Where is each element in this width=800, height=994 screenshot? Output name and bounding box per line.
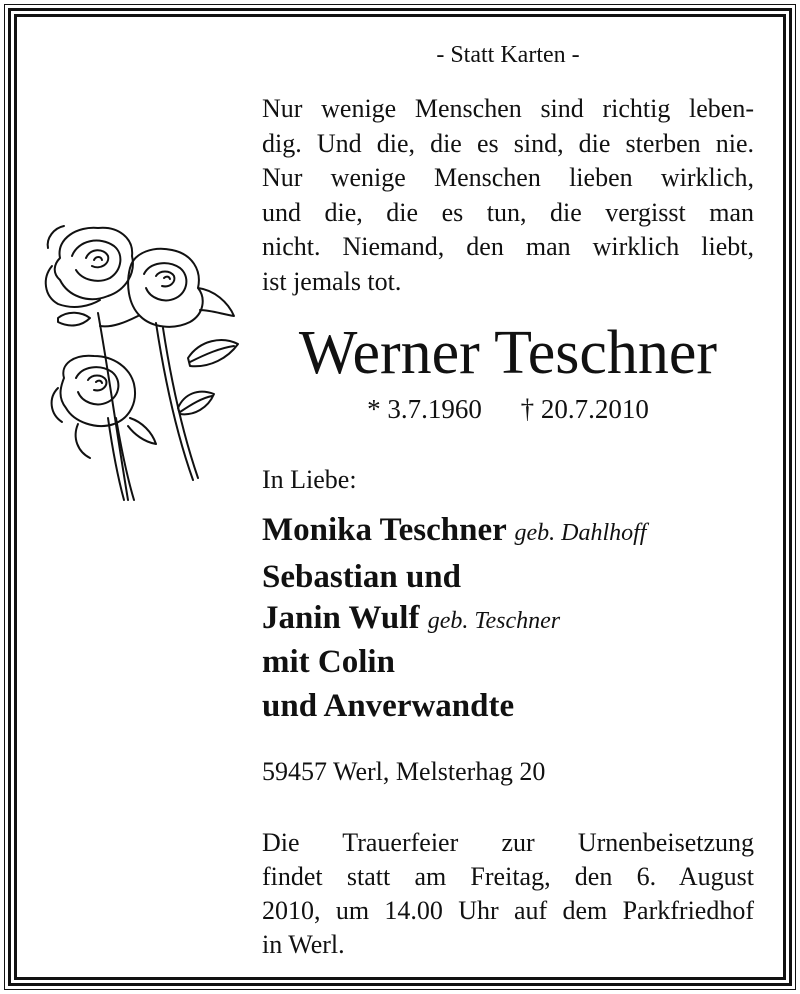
mourner-name: Monika Teschner [262,512,507,548]
poem-line: ist jemals tot. [262,266,402,296]
ceremony-line: 2010, um 14.00 Uhr auf dem Parkfriedhof [262,896,754,925]
mourner-line: mit Colin [262,644,395,680]
mourner-name: Janin Wulf [262,600,420,636]
poem-line: Nur wenige Menschen lieben wirklich, [262,163,754,192]
ceremony-line: findet statt am Freitag, den 6. August [262,862,754,891]
mourner-maiden-name: geb. Teschner [427,608,561,634]
mourner-line: und Anverwandte [262,688,515,724]
poem [262,92,754,299]
poem-line: dig. Und die, die es sind, die sterben nie. [262,128,754,158]
in-love-label: In Liebe: [262,465,357,494]
ceremony-notice [262,826,754,962]
death-date: † 20.7.2010 [520,394,649,424]
roses-illustration [38,218,248,503]
mourners-list [262,508,646,728]
deceased-name: Werner Teschner [298,319,718,387]
poem-line: nicht. Niemand, den man wirklich liebt, [262,232,754,261]
ceremony-line: in Werl. [262,930,345,959]
mourner-maiden-name: geb. Dahlhoff [514,520,647,546]
mourner-line: Sebastian und [262,559,462,595]
ceremony-line: Die Trauerfeier zur Urnenbeisetzung [262,828,754,857]
header-statt-karten: - Statt Karten - [436,42,580,68]
life-dates [262,394,754,425]
birth-date: * 3.7.1960 [367,394,482,424]
poem-line: und die, die es tun, die vergisst man [262,197,754,227]
address: 59457 Werl, Melsterhag 20 [262,757,546,786]
mourner-line [262,599,646,640]
poem-line: Nur wenige Menschen sind richtig leben- [262,94,754,123]
mourner-line [262,508,646,555]
